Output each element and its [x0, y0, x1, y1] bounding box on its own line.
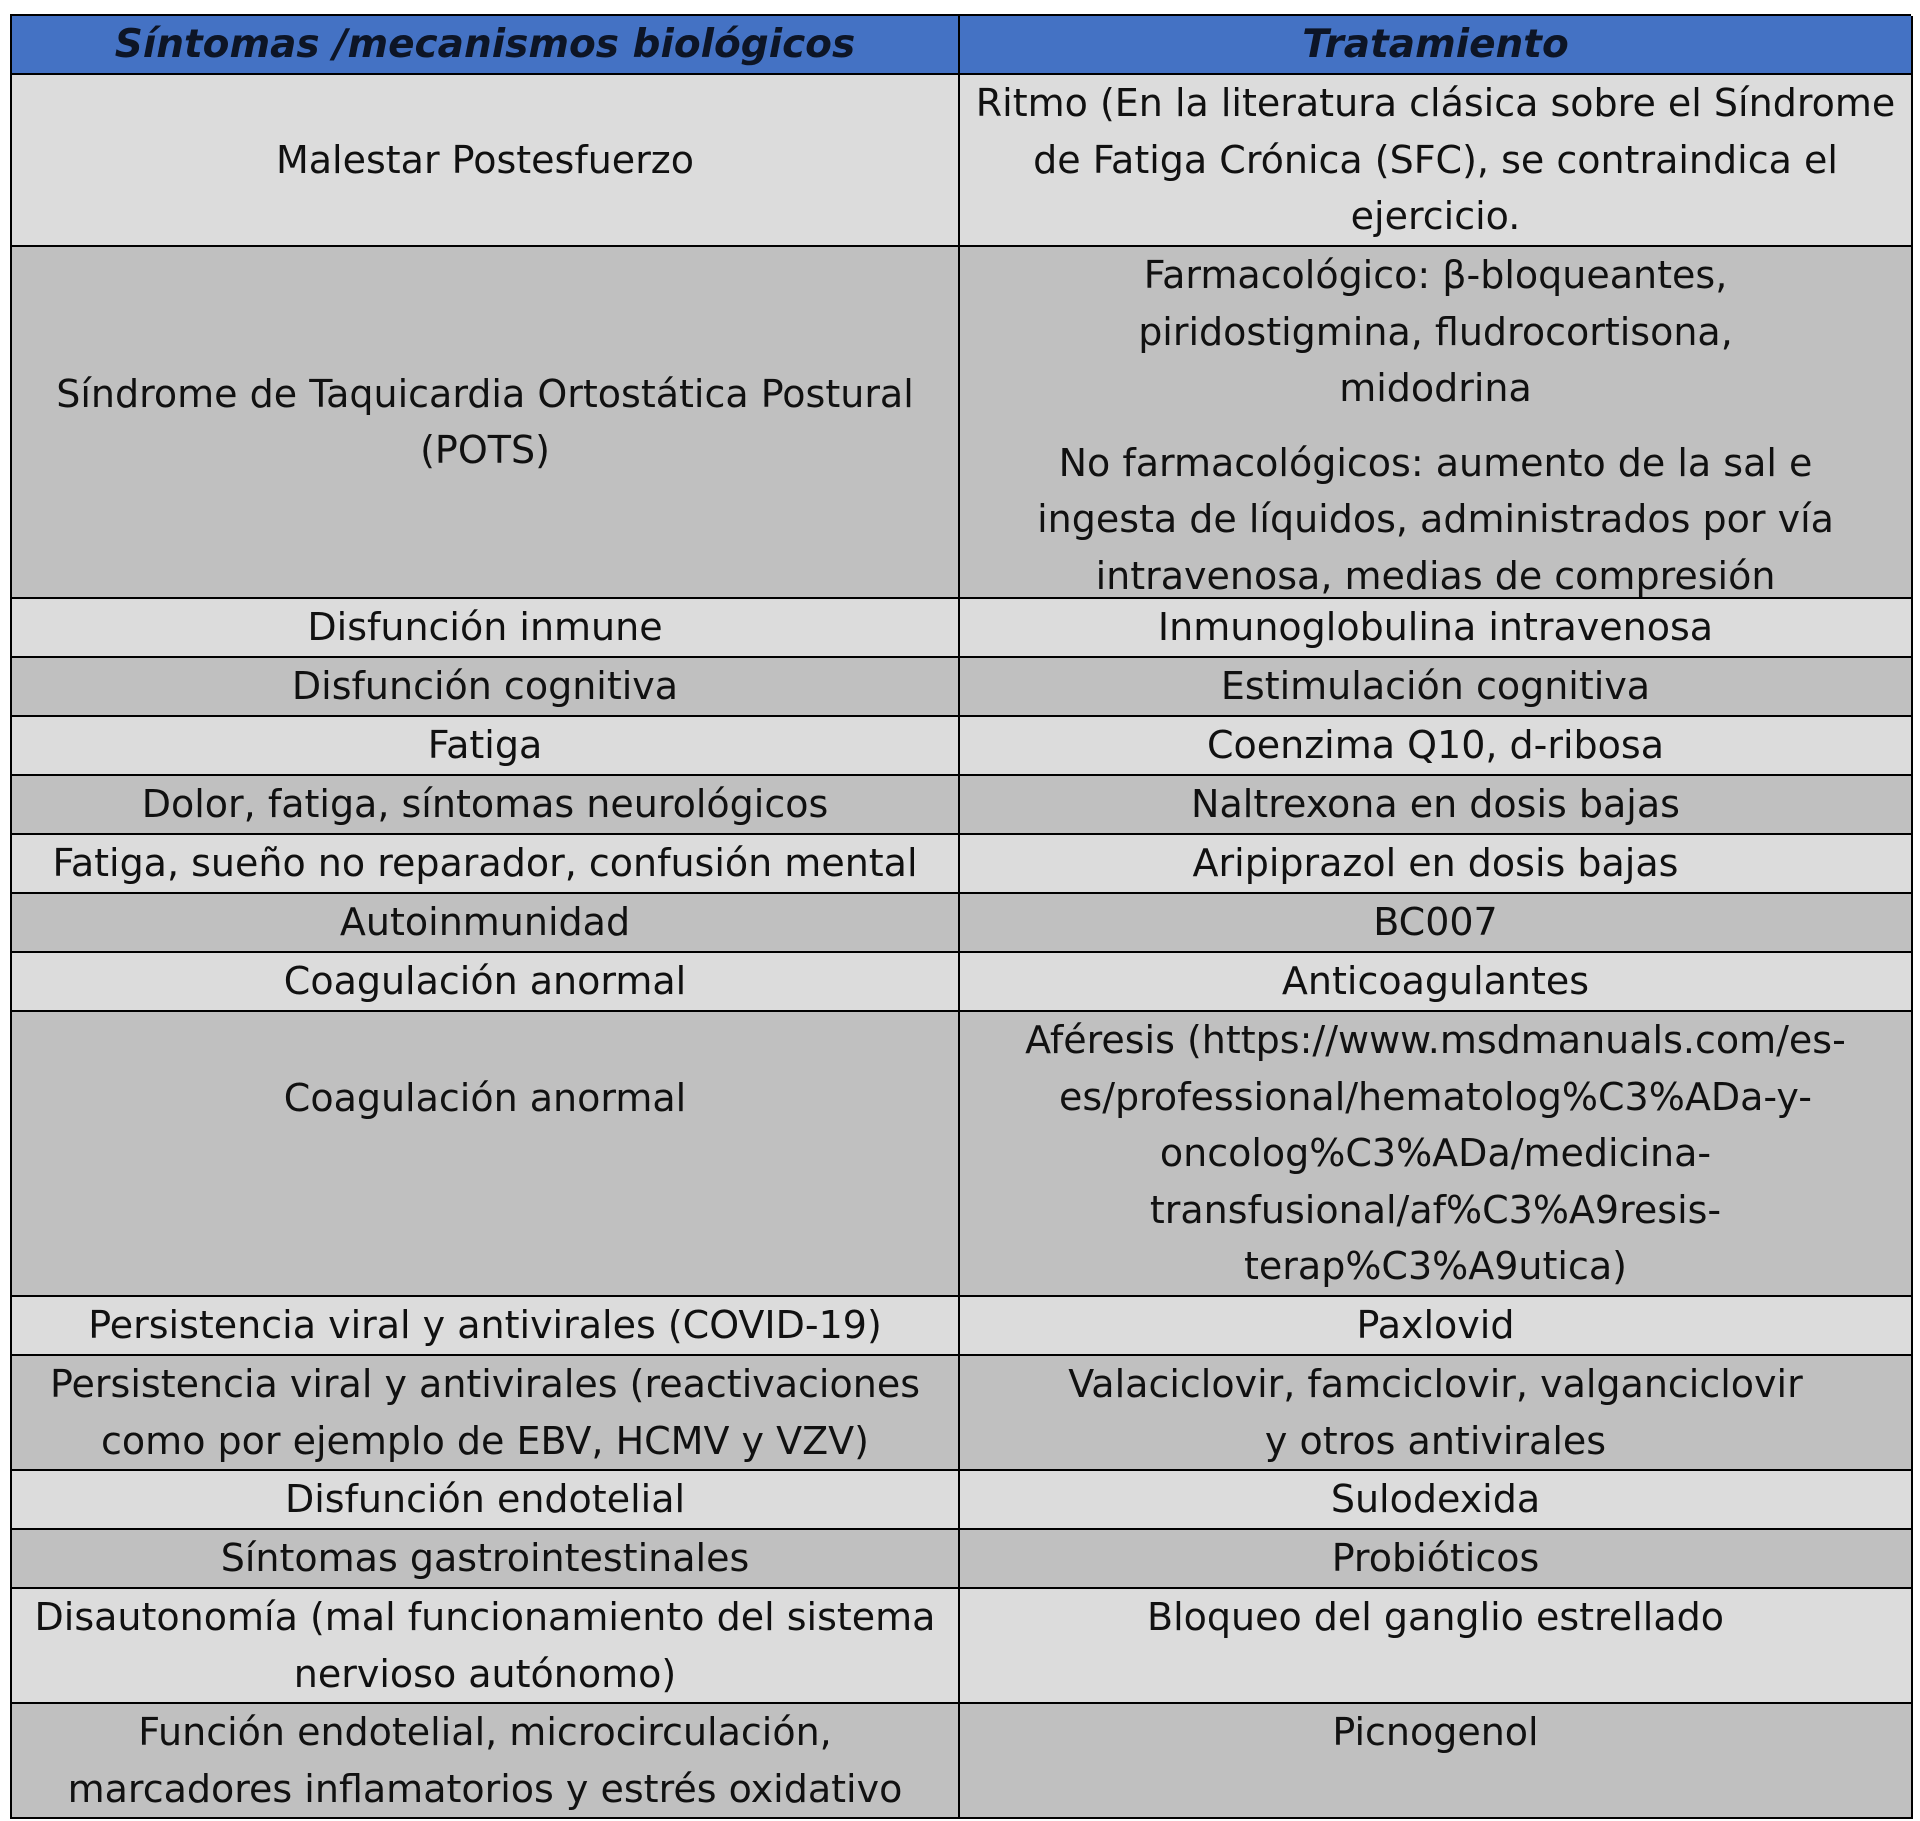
table-cell-symptom	[12, 247, 960, 599]
treatment-text: oncolog%C3%ADa/medicina-	[1159, 1131, 1712, 1176]
treatment-text: Aféresis (https://www.msdmanuals.com/es-	[1025, 1018, 1846, 1063]
symptom-text: Disautonomía (mal funcionamiento del sistema	[34, 1595, 936, 1639]
table-cell-treatment	[960, 1704, 1913, 1819]
table-cell-symptom	[12, 835, 960, 894]
symptom-text: Coagulación anormal	[283, 1075, 687, 1120]
treatment-text: Coenzima Q10, d-ribosa	[1206, 723, 1665, 768]
table-cell-treatment	[960, 75, 1913, 247]
table-cell-symptom	[12, 1530, 960, 1589]
table-cell-symptom	[12, 599, 960, 658]
treatment-pharmacological	[970, 247, 1901, 417]
treatment-text: midodrina	[1339, 366, 1532, 410]
treatment-text: No farmacológicos: aumento de la sal e	[1058, 440, 1813, 485]
symptom-text: Malestar Postesfuerzo	[275, 137, 695, 182]
table-cell-symptom	[12, 1589, 960, 1704]
table-cell-symptom	[12, 1012, 960, 1297]
symptom-text: Síntomas gastrointestinales	[220, 1536, 750, 1581]
table-cell-treatment	[960, 599, 1913, 658]
table-cell-treatment	[960, 1297, 1913, 1356]
symptom-text: Persistencia viral y antivirales (reactivaciones	[49, 1362, 920, 1406]
table-cell-treatment	[960, 1589, 1913, 1704]
symptom-text: Fatiga, sueño no reparador, confusión mental	[52, 841, 918, 886]
treatment-text: BC007	[1373, 900, 1498, 945]
header-symptoms: Síntomas /mecanismos biológicos	[12, 16, 960, 75]
table-cell-treatment	[960, 1356, 1913, 1471]
treatment-text: Anticoagulantes	[1281, 959, 1590, 1004]
symptom-text: Persistencia viral y antivirales (COVID-19)	[88, 1303, 882, 1348]
treatment-text: Estimulación cognitiva	[1220, 664, 1651, 709]
treatment-text: Farmacológico: β-bloqueantes,	[1143, 253, 1728, 297]
table-cell-symptom	[12, 1471, 960, 1530]
table-cell-symptom	[12, 75, 960, 247]
table-cell-treatment	[960, 776, 1913, 835]
treatment-text: Aripiprazol en dosis bajas	[1192, 841, 1679, 886]
table-cell-symptom	[12, 776, 960, 835]
header-treatment: Tratamiento	[960, 16, 1913, 75]
table-cell-treatment	[960, 894, 1913, 953]
treatment-text: Paxlovid	[1356, 1303, 1515, 1348]
symptom-text: Síndrome de Taquicardia Ortostática Postural	[56, 371, 914, 416]
treatment-text: Ritmo (En la literatura clásica sobre el Síndrome	[975, 81, 1896, 126]
treatment-text: ejercicio.	[1350, 194, 1521, 239]
symptom-text: Coagulación anormal	[283, 959, 687, 1004]
symptom-text: Función endotelial, microcirculación,	[138, 1710, 832, 1754]
table-cell-treatment	[960, 1471, 1913, 1530]
table-cell-treatment	[960, 717, 1913, 776]
treatment-text: terap%C3%A9utica)	[1244, 1244, 1627, 1289]
table-cell-symptom	[12, 1356, 960, 1471]
treatment-text: intravenosa, medias de compresión	[1095, 553, 1776, 598]
treatment-text: y otros antivirales	[1264, 1418, 1607, 1463]
symptom-text: Disfunción endotelial	[284, 1477, 686, 1522]
table-cell-treatment	[960, 953, 1913, 1012]
table-cell-symptom	[12, 894, 960, 953]
table-cell-treatment	[960, 1530, 1913, 1589]
table-cell-symptom	[12, 1704, 960, 1819]
symptom-text: (POTS)	[420, 428, 550, 472]
treatment-text: Picnogenol	[1332, 1710, 1539, 1754]
treatment-text: piridostigmina, fludrocortisona,	[1138, 309, 1733, 354]
symptom-text: Fatiga	[427, 723, 543, 768]
treatment-text: transfusional/af%C3%A9resis-	[1149, 1187, 1722, 1232]
table-cell-treatment	[960, 1012, 1913, 1297]
symptom-text: Disfunción inmune	[307, 605, 663, 650]
symptom-text: Dolor, fatiga, síntomas neurológicos	[141, 782, 829, 827]
treatment-text: Valaciclovir, famciclovir, valganciclovir	[1068, 1362, 1803, 1406]
treatment-text: Bloqueo del ganglio estrellado	[1147, 1595, 1724, 1639]
table-cell-symptom	[12, 1297, 960, 1356]
symptom-text: marcadores inflamatorios y estrés oxidativo	[67, 1766, 903, 1811]
treatment-table	[10, 14, 1911, 1819]
table-cell-symptom	[12, 953, 960, 1012]
table-cell-treatment	[960, 835, 1913, 894]
treatment-text: Inmunoglobulina intravenosa	[1157, 605, 1714, 650]
table-cell-treatment	[960, 658, 1913, 717]
treatment-text: de Fatiga Crónica (SFC), se contraindica el	[1033, 137, 1838, 182]
treatment-text: ingesta de líquidos, administrados por vía	[1037, 497, 1834, 541]
table-cell-treatment	[960, 247, 1913, 599]
table-cell-symptom	[12, 717, 960, 776]
treatment-text: Probióticos	[1331, 1536, 1540, 1581]
treatment-text: Sulodexida	[1330, 1477, 1541, 1522]
table-cell-symptom	[12, 658, 960, 717]
symptom-text: Autoinmunidad	[339, 900, 631, 945]
treatment-non-pharmacological	[970, 435, 1901, 605]
symptom-text: nervioso autónomo)	[293, 1651, 677, 1696]
symptom-text: Disfunción cognitiva	[291, 664, 679, 709]
symptom-text: como por ejemplo de EBV, HCMV y VZV)	[101, 1418, 869, 1463]
treatment-text: es/professional/hematolog%C3%ADa-y-	[1059, 1074, 1812, 1119]
treatment-text: Naltrexona en dosis bajas	[1191, 782, 1680, 827]
